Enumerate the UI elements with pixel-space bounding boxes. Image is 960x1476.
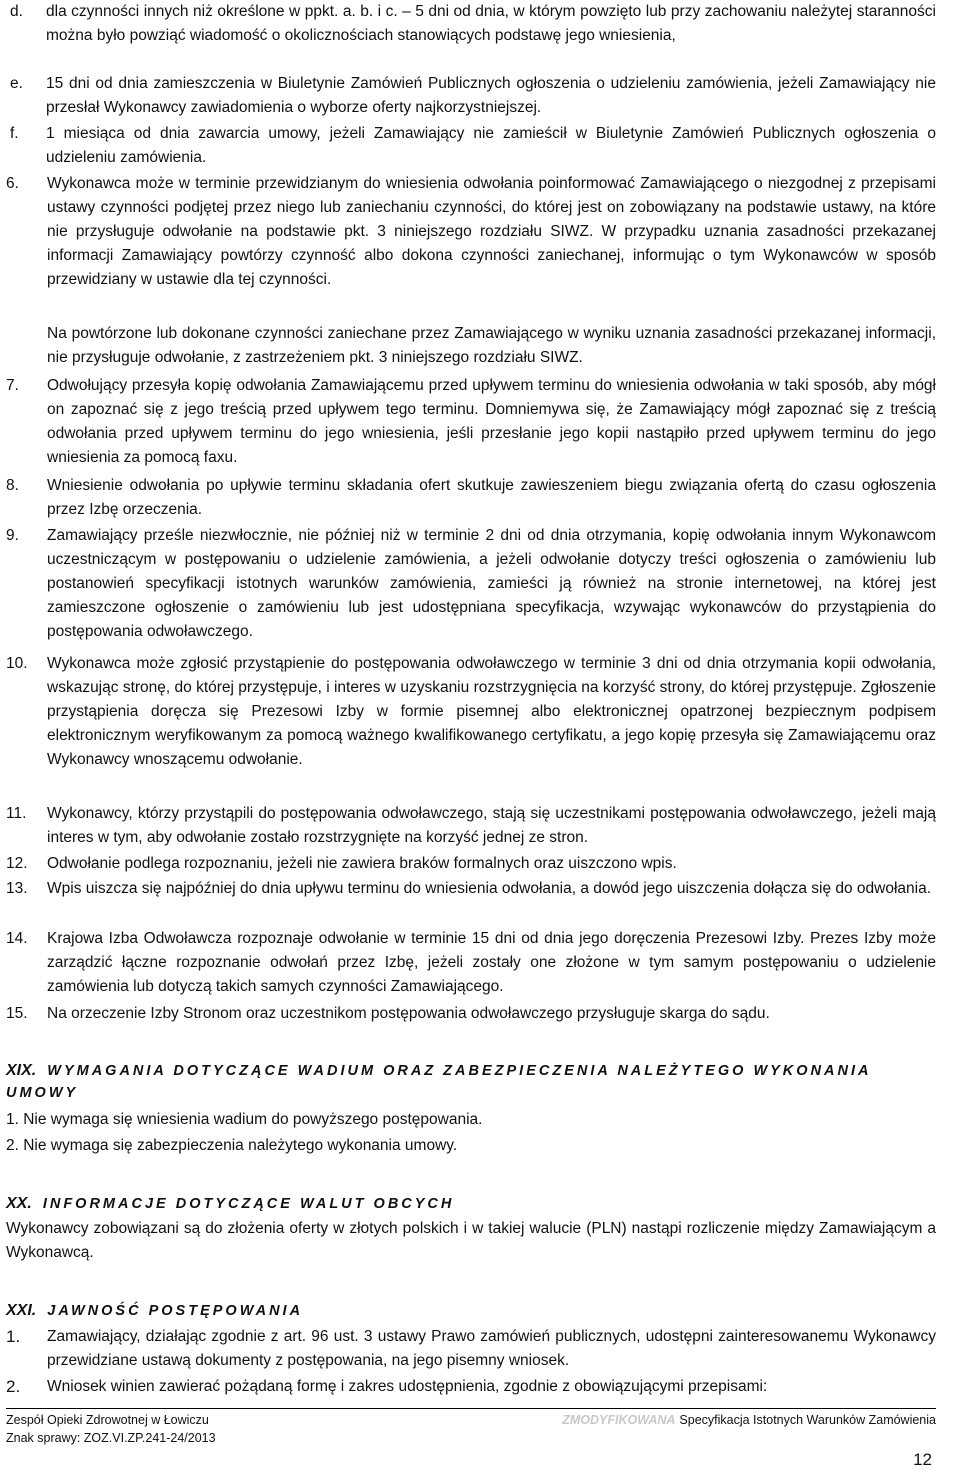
- section-number: XXI.: [6, 1302, 37, 1319]
- item-number: 13.: [6, 880, 28, 897]
- item-text: Odwołujący przesyła kopię odwołania Zamawiającemu przed upływem terminu do wniesienia odwołania w taki sposób, aby mógł on zapoznać się z jego treścią przed upływem tego terminu. Domniemywa się, że Zamawiający mógł zapoznać się z treścią odwołania przed upływem terminu do jego wniesienia, jeśli przesłanie jego kopii nastąpiło przed upływem terminu do jego wniesienia za pomocą faxu.: [47, 377, 936, 466]
- footer-organization: Zespół Opieki Zdrowotnej w Łowiczu: [6, 1413, 209, 1427]
- section-text: Wykonawcy zobowiązani są do złożenia oferty w złotych polskich i w takiej walucie (PLN) nastąpi rozliczenie między Zamawiającym a Wykonawcą.: [6, 1220, 936, 1261]
- section-line: 1. Nie wymaga się wniesienia wadium do powyższego postępowania.: [6, 1111, 483, 1128]
- item-text: dla czynności innych niż określone w ppkt. a. b. i c. – 5 dni od dnia, w którym powzięto lub przy zachowaniu należytej staranności można było powziąć wiadomość o okolicznościach stanowiących podstawę jego wniesienia,: [46, 3, 936, 44]
- item-number: e.: [10, 75, 23, 92]
- item-text: Wpis uiszcza się najpóźniej do dnia upływu terminu do wniesienia odwołania, a dowód jego uiszczenia dołącza się do odwołania.: [47, 880, 932, 897]
- section-line: 2. Nie wymaga się zabezpieczenia należytego wykonania umowy.: [6, 1137, 458, 1154]
- item-number: 12.: [6, 855, 28, 872]
- section-heading: [6, 1060, 936, 1104]
- item-number: 8.: [6, 477, 19, 494]
- item-number: 9.: [6, 527, 19, 544]
- footer-divider: [6, 1408, 936, 1409]
- section-heading: [6, 1193, 454, 1215]
- section-heading: [6, 1300, 303, 1322]
- item-text: Zamawiający prześle niezwłocznie, nie później niż w terminie 2 dni od dnia otrzymania, kopię odwołania innym Wykonawcom uczestniczącym w postępowaniu o udzielenie zamówienia, a jeżeli odwołanie dotyczy treści ogłoszenia o zamówieniu lub postanowień specyfikacji istotnych warunków zamówienia, zamieści ją również na stronie internetowej, na której jest zamieszczone ogłoszenie o zamówieniu lub jest udostępniana specyfikacja, wzywając wykonawców do przystąpienia do postępowania odwoławczego.: [47, 527, 936, 640]
- item-number: 14.: [6, 930, 28, 947]
- item-text: Wykonawca może zgłosić przystąpienie do postępowania odwoławczego w terminie 3 dni od dnia otrzymania kopii odwołania, wskazując stronę, do której przystępuje, i interes w uzyskaniu rozstrzygnięcia na korzyść strony, do której przystępuje. Zgłoszenie przystąpienia doręcza się Prezesowi Izby w formie pisemnej albo elektronicznej opatrzonej bezpiecznym podpisem elektronicznym weryfikowanym za pomocą ważnego kwalifikowanego certyfikatu, a jego kopię przesyła się Zamawiającemu oraz Wykonawcy wnoszącemu odwołanie.: [47, 655, 936, 768]
- item-number: 15.: [6, 1005, 28, 1022]
- item-text: Zamawiający, działając zgodnie z art. 96 ust. 3 ustawy Prawo zamówień publicznych, udostępni zainteresowanemu Wykonawcy przewidziane ustawą dokumenty z postępowania, na jego pisemny wniosek.: [47, 1328, 936, 1369]
- item-text: 15 dni od dnia zamieszczenia w Biuletynie Zamówień Publicznych ogłoszenia o udzieleniu zamówienia, jeżeli Zamawiający nie przesłał Wykonawcy zawiadomienia o wyborze oferty najkorzystniejszej.: [46, 75, 936, 116]
- item-text: Wykonawcy, którzy przystąpili do postępowania odwoławczego, stają się uczestnikami postępowania odwoławczego, jeżeli mają interes w tym, aby odwołanie zostało rozstrzygnięte na korzyść jednej ze stron.: [47, 805, 936, 846]
- document-title: Specyfikacja Istotnych Warunków Zamówienia: [679, 1413, 936, 1427]
- item-text: Wniosek winien zawierać pożądaną formę i zakres udostępnienia, zgodnie z obowiązującymi przepisami:: [47, 1378, 768, 1395]
- item-number: 2.: [6, 1377, 21, 1396]
- section-number: XIX.: [6, 1062, 37, 1079]
- item-number: 7.: [6, 377, 19, 394]
- item-number: f.: [10, 125, 19, 142]
- item-text: Krajowa Izba Odwoławcza rozpoznaje odwołanie w terminie 15 dni od dnia jego doręczenia Prezesowi Izby. Prezes Izby może zarządzić łączne rozpoznanie odwołań przez Izbę, jeżeli zostały one złożone w tym samym postępowaniu o udzielenie zamówienia lub dotyczą takich samych czynności Zamawiającego.: [47, 930, 936, 995]
- item-number: 10.: [6, 655, 28, 672]
- item-text: 1 miesiąca od dnia zawarcia umowy, jeżeli Zamawiający nie zamieścił w Biuletynie Zamówień Publicznych ogłoszenia o udzieleniu zamówienia.: [46, 125, 936, 166]
- item-text: Na orzeczenie Izby Stronom oraz uczestnikom postępowania odwoławczego przysługuje skarga do sądu.: [47, 1005, 770, 1022]
- page-number: 12: [913, 1450, 932, 1469]
- item-text: Na powtórzone lub dokonane czynności zaniechane przez Zamawiającego w wyniku uznania zasadności przekazanej informacji, nie przysługuje odwołanie, z zastrzeżeniem pkt. 3 niniejszego rozdziału SIWZ.: [47, 325, 936, 366]
- section-title: JAWNOŚĆ POSTĘPOWANIA: [47, 1303, 304, 1319]
- footer-document-title: [562, 1412, 936, 1428]
- item-number: 6.: [6, 175, 19, 192]
- item-number: d.: [10, 3, 23, 20]
- item-number: 11.: [6, 805, 27, 822]
- item-text: Wniesienie odwołania po upływie terminu składania ofert skutkuje zawieszeniem biegu związania ofertą do czasu ogłoszenia przez Izbę orzeczenia.: [47, 477, 936, 518]
- section-number: XX.: [6, 1195, 32, 1212]
- section-title: WYMAGANIA DOTYCZĄCE WADIUM ORAZ ZABEZPIECZENIA NALEŻYTEGO WYKONANIA UMOWY: [6, 1063, 871, 1101]
- item-number: 1.: [6, 1327, 21, 1346]
- item-text: Wykonawca może w terminie przewidzianym do wniesienia odwołania poinformować Zamawiającego o niezgodnej z przepisami ustawy czynności podjętej przez niego lub zaniechaniu czynności, do której jest on zobowiązany na podstawie ustawy, na które nie przysługuje odwołanie na podstawie pkt. 3 niniejszego rozdziału SIWZ. W przypadku uznania zasadności przekazanej informacji Zamawiający powtórzy czynność albo dokona czynności zaniechanej, informując o tym Wykonawców w sposób przewidziany w ustawie dla tej czynności.: [47, 175, 936, 288]
- footer-reference: Znak sprawy: ZOZ.VI.ZP.241-24/2013: [6, 1431, 216, 1445]
- modified-label: ZMODYFIKOWANA: [562, 1413, 676, 1427]
- item-text: Odwołanie podlega rozpoznaniu, jeżeli nie zawiera braków formalnych oraz uiszczono wpis.: [47, 855, 677, 872]
- section-title: INFORMACJE DOTYCZĄCE WALUT OBCYCH: [42, 1196, 455, 1212]
